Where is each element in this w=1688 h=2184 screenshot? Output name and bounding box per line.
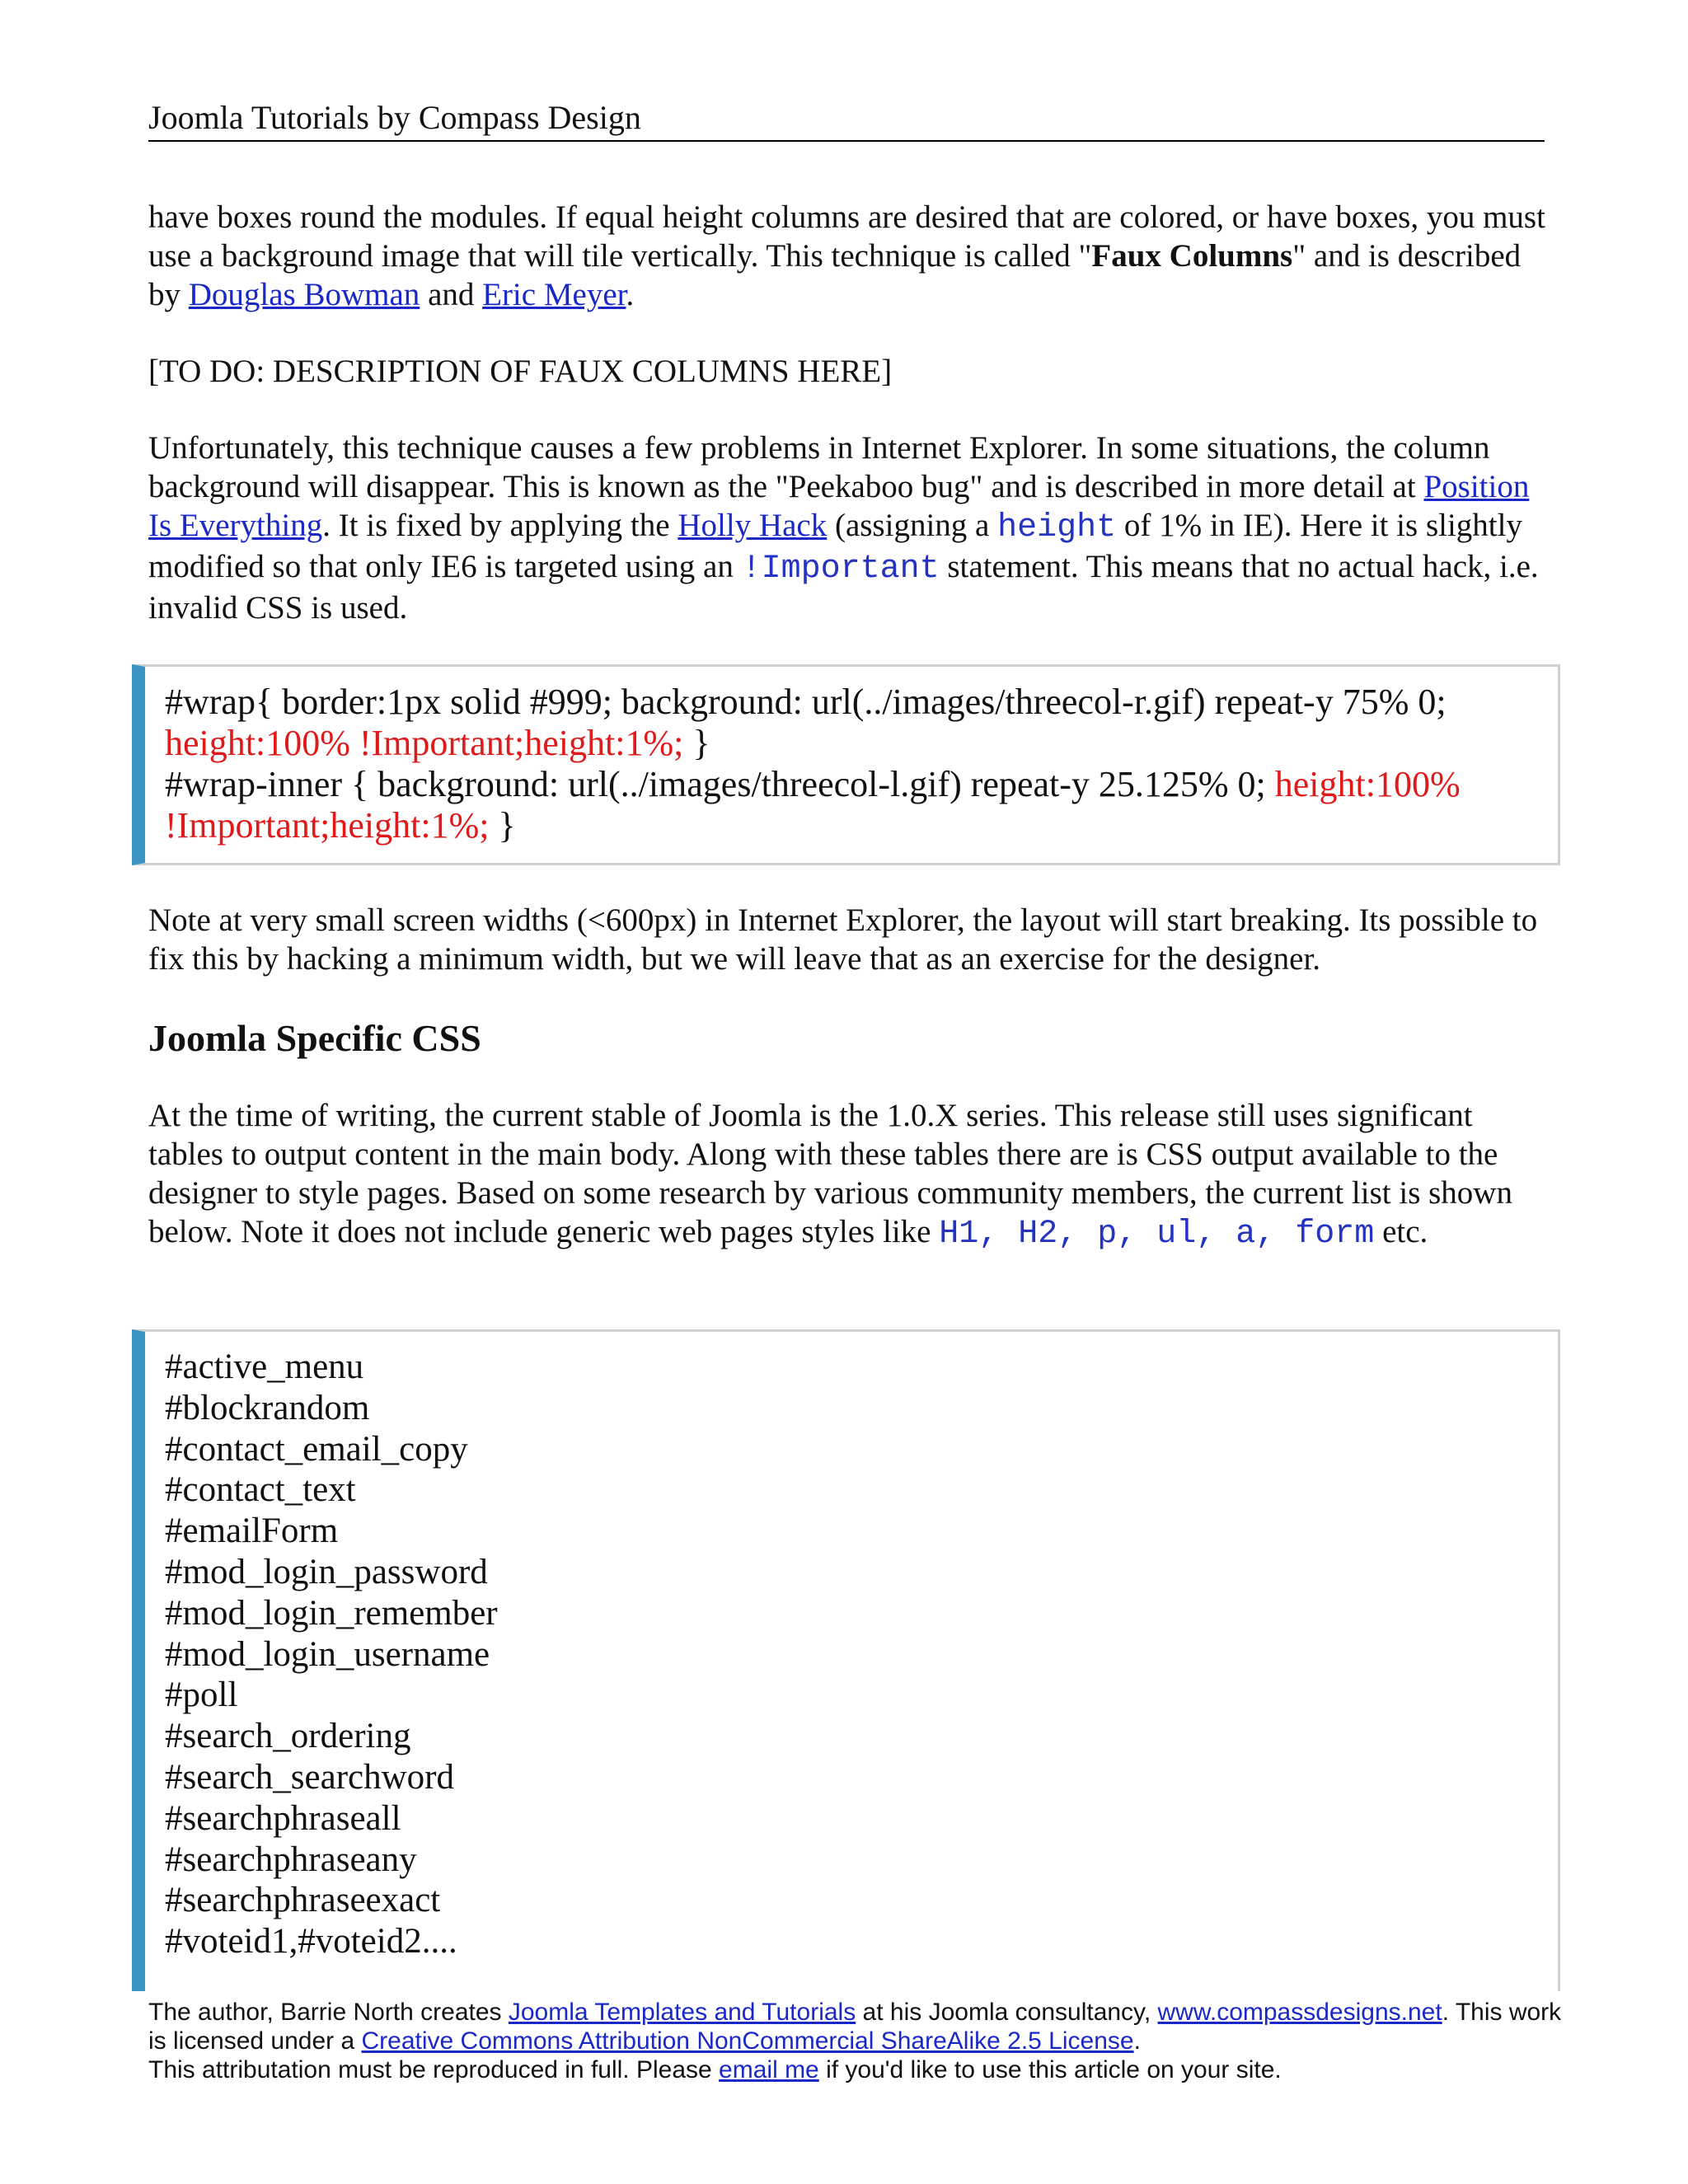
page-footer <box>148 1998 1566 2084</box>
text: . This work is licensed under a <box>148 1999 1562 2055</box>
link-holly-hack[interactable]: Holly Hack <box>678 508 828 543</box>
text: At the time of writing, the current stable of Joomla is the 1.0.X series. This release still uses significant tables to output content in the main body. Along with these tables there are is CSS output available to the designer to style pages. Based on some research by various community members, the current list is shown below. Note it does not include generic web pages styles like <box>148 1098 1512 1249</box>
selector-item: #contact_text <box>165 1470 356 1510</box>
text: . <box>1133 2027 1141 2055</box>
inline-code-generic-styles: H1, H2, p, ul, a, form <box>939 1216 1375 1253</box>
selector-item: #active_menu <box>165 1347 364 1386</box>
link-eric-meyer[interactable]: Eric Meyer <box>482 277 626 312</box>
paragraph-peekaboo <box>148 429 1550 627</box>
text: . It is fixed by applying the <box>322 508 678 543</box>
code-block-selectors <box>132 1329 1560 1991</box>
paragraph-joomla-css <box>148 1096 1550 1254</box>
selector-item: #blockrandom <box>165 1388 370 1427</box>
selector-item: #emailForm <box>165 1511 339 1551</box>
text: statement. This means that no actual hack, i.e. invalid CSS is used. <box>148 549 1539 626</box>
link-email-me[interactable]: email me <box>719 2056 819 2083</box>
paragraph-faux-columns <box>148 198 1550 314</box>
selector-item: #search_searchword <box>165 1757 454 1797</box>
text: The author, Barrie North creates <box>148 1999 509 2026</box>
code-line: #wrap-inner { background: url(../images/threecol-l.gif) repeat-y 25.125% 0; height:100% <box>165 764 1461 804</box>
text: . <box>626 277 635 312</box>
selector-item: #poll <box>165 1675 238 1715</box>
page-header: Joomla Tutorials by Compass Design <box>148 97 1545 142</box>
selector-item: #mod_login_remember <box>165 1593 498 1633</box>
code-line: height:100% !Important;height:1%; } <box>165 723 710 763</box>
link-position-is-everything[interactable]: Position Is Everything <box>148 469 1530 543</box>
text: Unfortunately, this technique causes a few problems in Internet Explorer. In some situations, the column background will disappear. This is known as the "Peekaboo bug" and is described in more detail at <box>148 430 1490 504</box>
inline-code-height: height <box>997 509 1117 546</box>
selector-item: #voteid1,#voteid2.... <box>165 1922 457 1961</box>
link-cc-license[interactable]: Creative Commons Attribution NonCommercial ShareAlike 2.5 License <box>361 2027 1134 2055</box>
text: etc. <box>1374 1214 1428 1249</box>
selector-item: #mod_login_password <box>165 1552 488 1591</box>
text: (assigning a <box>827 508 998 543</box>
selector-item: #mod_login_username <box>165 1634 490 1674</box>
text: " and is described by <box>148 238 1522 312</box>
paragraph-todo: [TO DO: DESCRIPTION OF FAUX COLUMNS HERE] <box>148 354 893 389</box>
section-heading: Joomla Specific CSS <box>148 1017 481 1059</box>
text: have boxes round the modules. If equal height columns are desired that are colored, or have boxes, you must use a background image that will tile vertically. This technique is called " <box>148 199 1545 274</box>
text: of 1% in IE). Here it is slightly modified so that only IE6 is targeted using an <box>148 508 1522 584</box>
text: at his Joomla consultancy, <box>856 1999 1158 2026</box>
inline-code-important: !Important <box>741 551 940 588</box>
selector-item: #searchphraseany <box>165 1840 417 1879</box>
selector-list <box>145 1332 1558 1962</box>
paragraph-small-widths: Note at very small screen widths (<600px) in Internet Explorer, the layout will start breaking. Its possible to fix this by hacking a minimum width, but we will leave that as an exercise for the designer. <box>148 902 1538 977</box>
selector-item: #contact_email_copy <box>165 1429 468 1469</box>
link-douglas-bowman[interactable]: Douglas Bowman <box>188 277 420 312</box>
code-line: #wrap{ border:1px solid #999; background: url(../images/threecol-r.gif) repeat-y 75% 0; <box>165 682 1447 722</box>
text: and <box>420 277 483 312</box>
text: This attributation must be reproduced in full. Please <box>148 2056 720 2083</box>
selector-item: #search_ordering <box>165 1717 411 1756</box>
code-block-wrap-css <box>132 664 1560 865</box>
selector-item: #searchphraseexact <box>165 1881 441 1920</box>
link-joomla-templates[interactable]: Joomla Templates and Tutorials <box>508 1999 856 2026</box>
selector-item: #searchphraseall <box>165 1798 401 1838</box>
code-line: !Important;height:1%; } <box>165 805 516 846</box>
link-compassdesigns[interactable]: www.compassdesigns.net <box>1157 1999 1442 2026</box>
bold-term: Faux Columns <box>1091 238 1293 274</box>
text: if you'd like to use this article on your site. <box>818 2056 1282 2083</box>
